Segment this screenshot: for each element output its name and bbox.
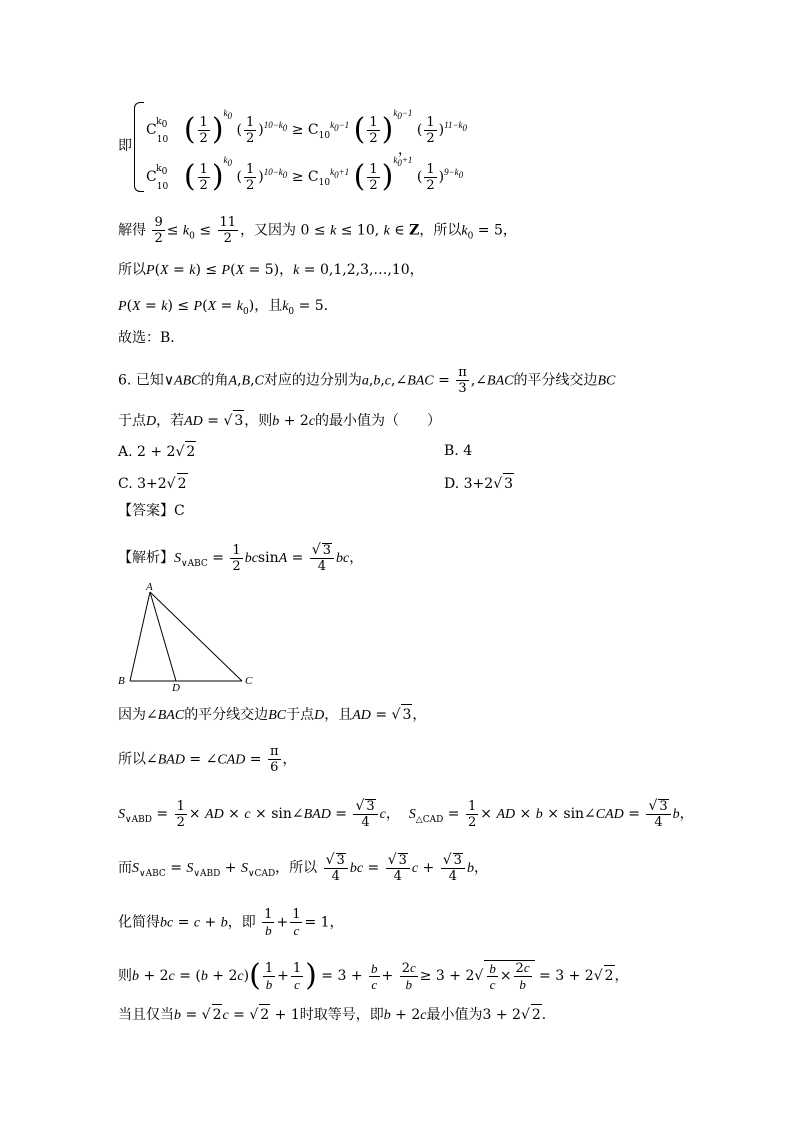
label-b: B	[118, 675, 125, 687]
option-a: A. 2 + 2√ 2	[118, 441, 196, 462]
answer-line: 【答案】C	[118, 503, 185, 519]
analysis-line-8: 当且仅当b = √ 2c = √ 2 + 1时取等号，即b + 2c最小值为3 + 2√ 2．	[118, 1004, 556, 1026]
solve-line: 解得 $\frac{9}{2}$ ≤ $k_0$ ≤ $\frac{11}{2}$ ，又因为 0 ≤ k ≤ 10, k ∈ Z，所以$k_0 = 5$，	[118, 215, 517, 246]
analysis-line-5: 而$S_{\vee ABC} = S_{\vee ABD} + S_{\vee CAD}$，所以 $\frac{√ 3}{4}$ bc = $\frac{√ 3}{4}$ c + $\frac{√ 3}{4}$ b，	[118, 852, 488, 884]
option-d: D. 3+2√ 3	[444, 473, 514, 494]
question-line-1: 6. 已知∨ABC的角A,B,C对应的边分别为a,b,c,∠BAC = $\frac{\pi}{3}$ ,∠BAC的平分线交边BC	[118, 365, 616, 396]
analysis-line-2: 因为∠BAC的平分线交边BC于点D，且AD = √ 3，	[118, 704, 426, 726]
analysis-line-6: 化简得bc = c + b，即 $\frac{1}{b}$ + $\frac{1}{c}$ = 1，	[118, 907, 344, 938]
side-ab	[130, 592, 150, 681]
label-a: A	[146, 581, 153, 593]
analysis-line-7: 则b + 2c = (b + 2c)( $\frac{1}{b}$ + $\frac{1}{c}$ ) = 3 + $\frac{b}{c}$ + $\frac{2c}{b}$ ≥ 3 + 2√ $\frac{b}{c}$ × $\frac{2c}{b}$ = 3 + 2√ 2，	[118, 958, 629, 993]
side-ac	[150, 592, 242, 681]
question-line-2: 于点D，若AD = √ 3，则b + 2c的最小值为（ ）	[118, 410, 441, 432]
system-brace	[134, 102, 144, 192]
segment-ad	[150, 592, 176, 681]
label-d: D	[172, 682, 180, 692]
so-line-2: $P(X = k) \le P(X = k_0)$，且$k_0 = 5$．	[118, 298, 338, 317]
system-prefix: 即	[118, 138, 132, 154]
analysis-line-1: 【解析】$S_{\vee ABC}$ = $\frac{1}{2}$ bcsinA = $\frac{√ 3}{4}$ bc，	[118, 542, 364, 574]
option-c: C. 3+2√ 2	[118, 473, 188, 494]
label-c: C	[245, 675, 253, 687]
analysis-line-4: $S_{\vee ABD}$ = $\frac{1}{2}$ × AD × c × sin∠BAD = $\frac{√ 3}{4}$ c， $S_{\triangle CAD}$ = $\frac{1}{2}$ × AD × b × sin∠CAD = $\frac{√ 3}{4}$ b，	[118, 798, 694, 830]
system-row-2: $C_{10}^{k_0}$ ( $\frac{1}{2}$ )$^{k_0}$ ( $\frac{1}{2}$ )$^{10-k_0} \ge C_{10}^{k_0+1}$ ( $\frac{1}{2}$ )$^{k_0+1}$ ( $\frac{1}{2}$ )$^{9-k_0}$	[146, 155, 464, 194]
option-b: B. 4	[444, 443, 473, 459]
so-line-1: 所以P(X = k) ≤ P(X = 5)，k = 0,1,2,3,…,10，	[118, 262, 424, 278]
analysis-line-3: 所以∠BAD = ∠CAD = $\frac{\pi}{6}$ ，	[118, 744, 297, 775]
system-row-1: $C_{10}^{k_0}$ ( $\frac{1}{2}$ )$^{k_0}$ ( $\frac{1}{2}$ )$^{10-k_0} \ge C_{10}^{k_0-1}$ ( $\frac{1}{2}$ )$^{k_0-1}$ ( $\frac{1}{2}$ )$^{11-k_0}$	[146, 108, 468, 147]
triangle-figure	[114, 580, 264, 692]
system-suffix: ，	[398, 142, 412, 158]
choose-line: 故选：B．	[118, 330, 185, 346]
